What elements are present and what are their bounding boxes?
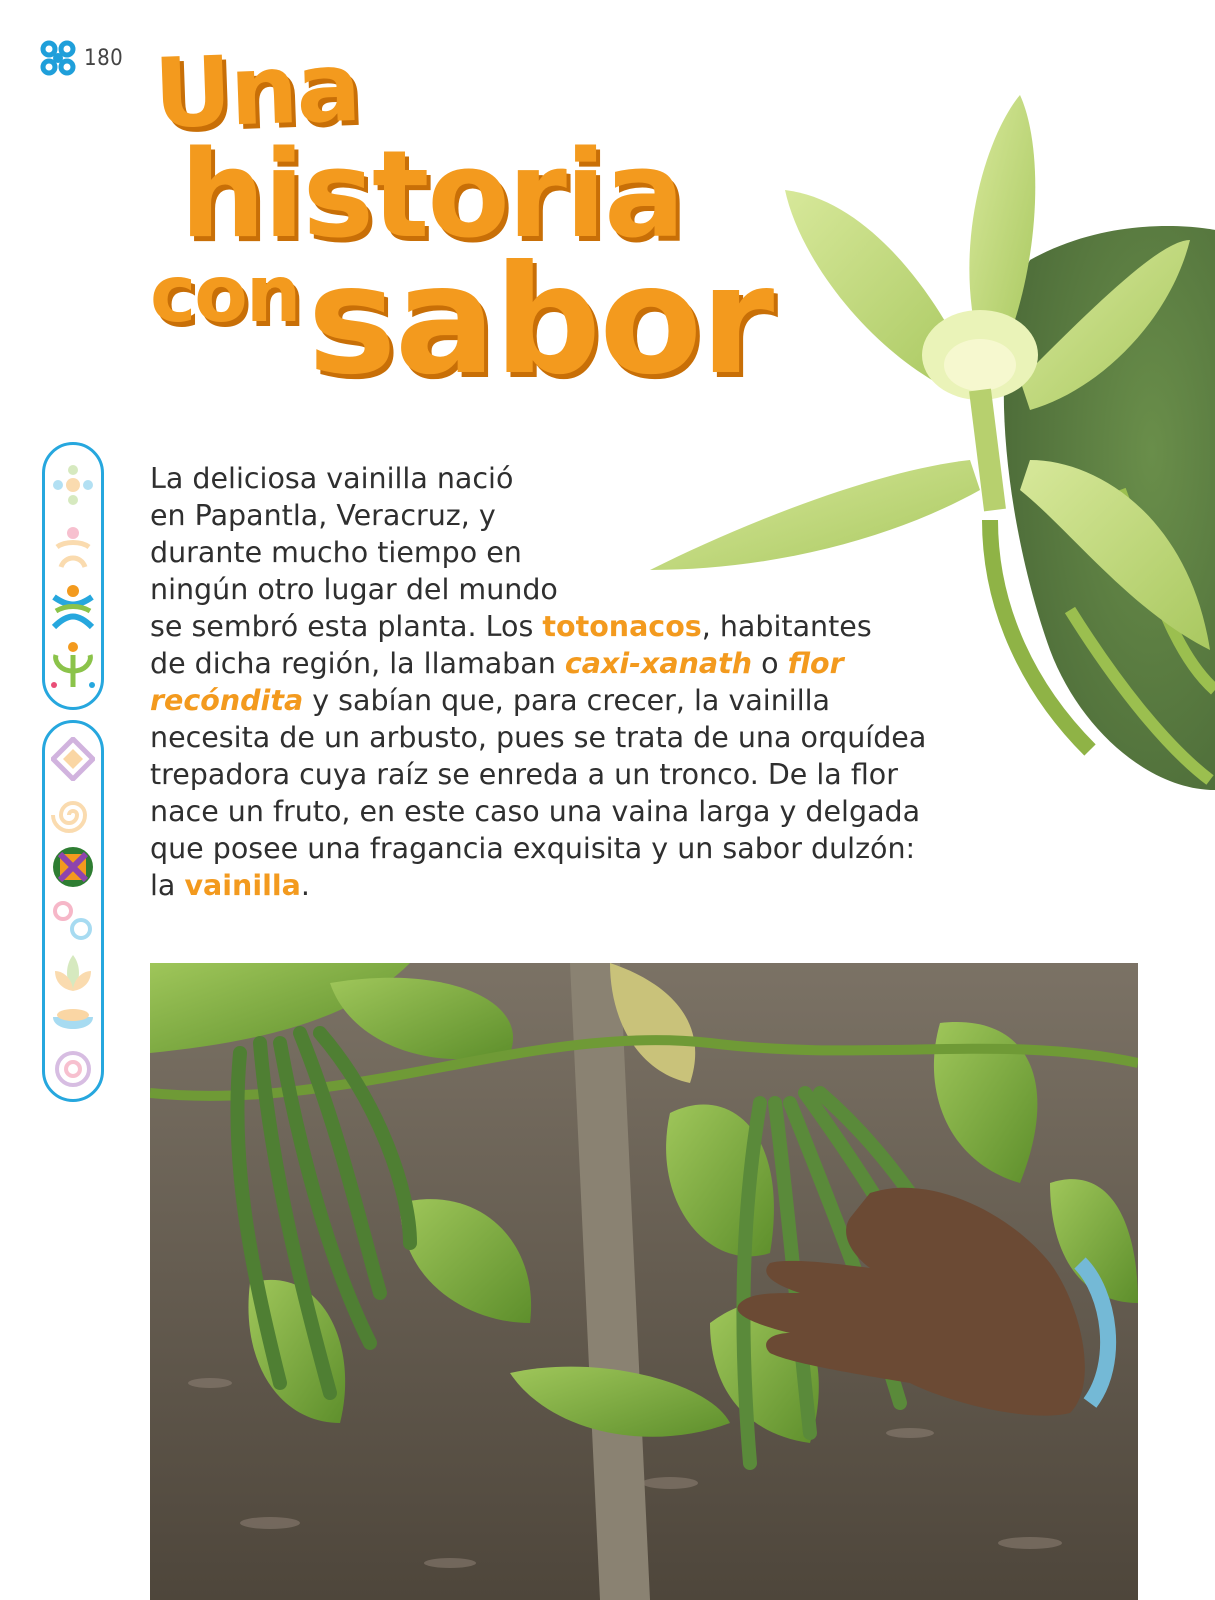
body-line: La deliciosa vainilla nació — [150, 462, 514, 495]
people-knot-icon — [48, 583, 98, 633]
swirl-icon — [51, 1047, 95, 1091]
body-text-segment: . — [300, 869, 310, 902]
flower-knot-icon — [40, 40, 76, 76]
bowl-icon — [51, 1003, 95, 1039]
plant-figure-icon — [48, 641, 98, 691]
term-flor: flor — [787, 647, 844, 680]
body-line: ningún otro lugar del mundo — [150, 573, 558, 606]
title-line-1: Una — [152, 30, 361, 150]
body-text-segment: , habitantes — [701, 610, 872, 643]
page-header — [40, 40, 123, 76]
body-text-segment: la — [150, 869, 185, 902]
term-caxi-xanath: caxi-xanath — [564, 647, 753, 680]
body-text-segment: o — [752, 647, 788, 680]
body-line: en Papantla, Veracruz, y — [150, 499, 496, 532]
body-paragraph — [150, 460, 1050, 904]
lotus-icon — [51, 951, 95, 995]
term-vainilla: vainilla — [184, 869, 301, 902]
body-line — [150, 867, 1050, 904]
sidebar-group-2 — [42, 720, 104, 1102]
body-line: nace un fruto, en este caso una vaina larga y delgada — [150, 795, 921, 828]
vanilla-pods-image — [150, 963, 1138, 1600]
vanilla-pods-photo — [150, 963, 1138, 1600]
circles-icon — [51, 899, 95, 943]
body-line: trepadora cuya raíz se enreda a un tronco. De la flor — [150, 758, 898, 791]
body-text-segment: se sembró esta planta. Los — [150, 610, 543, 643]
x-square-icon — [51, 845, 95, 889]
body-line — [150, 682, 1050, 719]
body-line — [150, 608, 1050, 645]
diamond-icon — [51, 737, 95, 781]
term-reconditra: recóndita — [150, 684, 304, 717]
body-line: que posee una fragancia exquisita y un sabor dulzón: — [150, 832, 916, 865]
body-line: necesita de un arbusto, pues se trata de una orquídea — [150, 721, 927, 754]
spiral-icon — [51, 793, 95, 837]
page-number: 180 — [84, 45, 124, 71]
spiral-figure-icon — [49, 523, 97, 571]
sun-flower-icon — [51, 463, 95, 507]
body-line: durante mucho tiempo en — [150, 536, 522, 569]
title-line-2: historia — [180, 126, 684, 265]
sidebar-group-1 — [42, 442, 104, 710]
body-line — [150, 645, 1050, 682]
title-word-sabor: sabor — [307, 234, 773, 408]
term-totonacos: totonacos — [542, 610, 702, 643]
body-text-segment: de dicha región, la llamaban — [150, 647, 565, 680]
body-text-segment: y sabían que, para crecer, la vainilla — [303, 684, 830, 717]
title-word-con: con — [150, 250, 300, 340]
